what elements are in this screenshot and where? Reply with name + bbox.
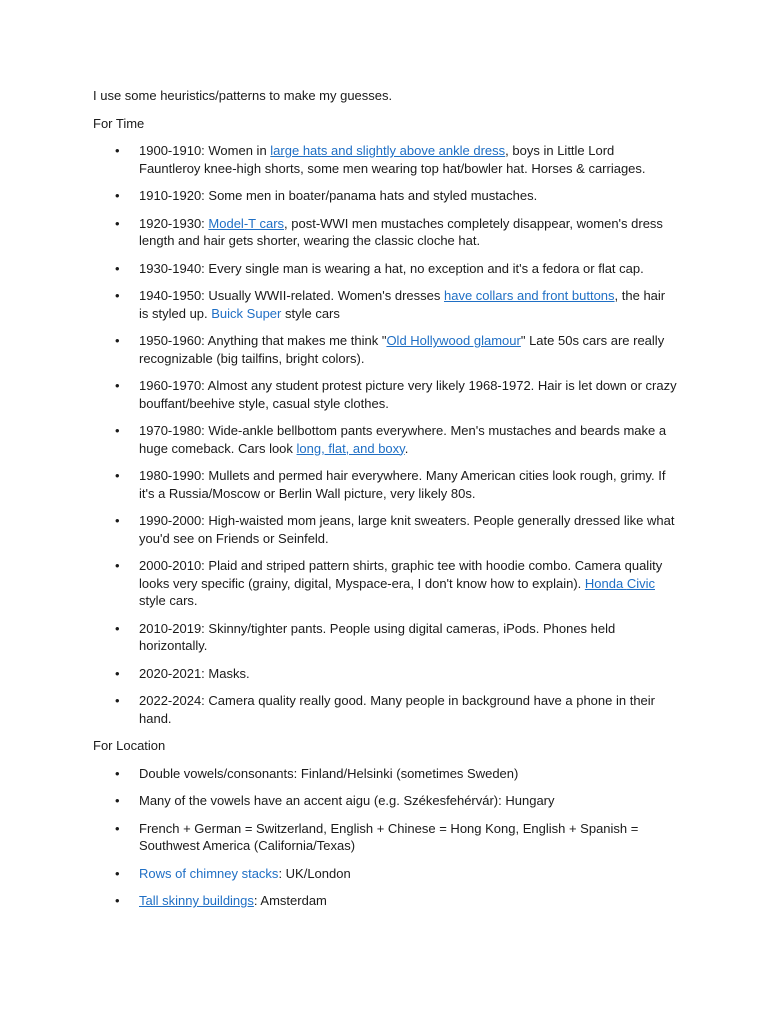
link-tall-skinny-buildings[interactable]: Tall skinny buildings — [139, 893, 254, 908]
list-item-1970: • 1970-1980: Wide-ankle bellbottom pants everywhere. Men's mustaches and beards make a huge comeback. Cars look long, flat, and boxy. — [93, 422, 678, 457]
document-body — [93, 87, 678, 920]
list-item-1950: • 1950-1960: Anything that makes me think "Old Hollywood glamour" Late 50s cars are really recognizable (big tailfins, bright colors). — [93, 332, 678, 367]
link-honda-civic[interactable]: Honda Civic — [584, 575, 655, 591]
link-model-t-cars[interactable]: Model-T cars — [208, 215, 285, 231]
list-item-1910: • 1910-1920: Some men in boater/panama hats and styled mustaches. — [93, 187, 678, 205]
list-item-1980: • 1980-1990: Mullets and permed hair everywhere. Many American cities look rough, grimy. If it's a Russia/Moscow or Berlin Wall picture, very likely 80s. — [93, 467, 678, 502]
link-old-hollywood-glamour[interactable]: Old Hollywood glamour — [386, 333, 521, 348]
intro-paragraph: I use some heuristics/patterns to make my guesses. — [93, 88, 393, 103]
list-item-2010: • 2010-2019: Skinny/tighter pants. People using digital cameras, iPods. Phones held horizontally. — [93, 620, 678, 655]
time-list — [93, 142, 678, 727]
location-section-label: For Location — [93, 738, 166, 753]
list-item-1900: • 1900-1910: Women in large hats and slightly above ankle dress, boys in Little Lord Fauntleroy knee-high shorts, some men wearing top hat/bowler hat. Horses & carriages. — [93, 142, 678, 177]
list-item-2022: • 2022-2024: Camera quality really good. Many people in background have a phone in their hand. — [93, 692, 678, 727]
list-item-2000: • 2000-2010: Plaid and striped pattern shirts, graphic tee with hoodie combo. Camera quality looks very specific (grainy, digital, Myspace-era, I don't know how to explain). Honda Civic style cars. — [93, 557, 678, 610]
time-section-label: For Time — [93, 115, 145, 131]
list-item-1940: • 1940-1950: Usually WWII-related. Women's dresses have collars and front buttons, the hair is styled up. Buick Super style cars — [93, 287, 678, 322]
list-item-accent-aigu: • Many of the vowels have an accent aigu (e.g. Székesfehérvár): Hungary — [93, 792, 678, 810]
list-item-1920: • 1920-1930: Model-T cars, post-WWI men mustaches completely disappear, women's dress length and hair gets shorter, wearing the classic cloche hat. — [93, 215, 678, 250]
list-item-1930: • 1930-1940: Every single man is wearing a hat, no exception and it's a fedora or flat cap. — [93, 260, 678, 278]
list-item-double-vowels: • Double vowels/consonants: Finland/Helsinki (sometimes Sweden) — [93, 765, 678, 783]
list-item-1990: • 1990-2000: High-waisted mom jeans, large knit sweaters. People generally dressed like what you'd see on Friends or Seinfeld. — [93, 512, 678, 547]
link-rows-of-chimney-stacks[interactable]: Rows of chimney stacks — [139, 865, 279, 881]
list-item-chimney-stacks: • Rows of chimney stacks: UK/London — [93, 865, 678, 883]
list-item-tall-buildings: • Tall skinny buildings: Amsterdam — [93, 892, 678, 910]
list-item-language-combos: • French + German = Switzerland, English + Chinese = Hong Kong, English + Spanish = Southwest America (California/Texas) — [93, 820, 678, 855]
list-item-1960: • 1960-1970: Almost any student protest picture very likely 1968-1972. Hair is let down or crazy bouffant/beehive style, casual style clothes. — [93, 377, 678, 412]
link-collars-front-buttons[interactable]: have collars and front buttons — [443, 288, 615, 303]
link-buick-super[interactable]: Buick Super — [211, 305, 282, 321]
list-item-2020: • 2020-2021: Masks. — [93, 665, 678, 683]
location-list — [93, 765, 678, 910]
link-large-hats[interactable]: large hats and slightly above ankle dress — [270, 143, 506, 158]
link-long-flat-boxy[interactable]: long, flat, and boxy — [296, 440, 405, 456]
